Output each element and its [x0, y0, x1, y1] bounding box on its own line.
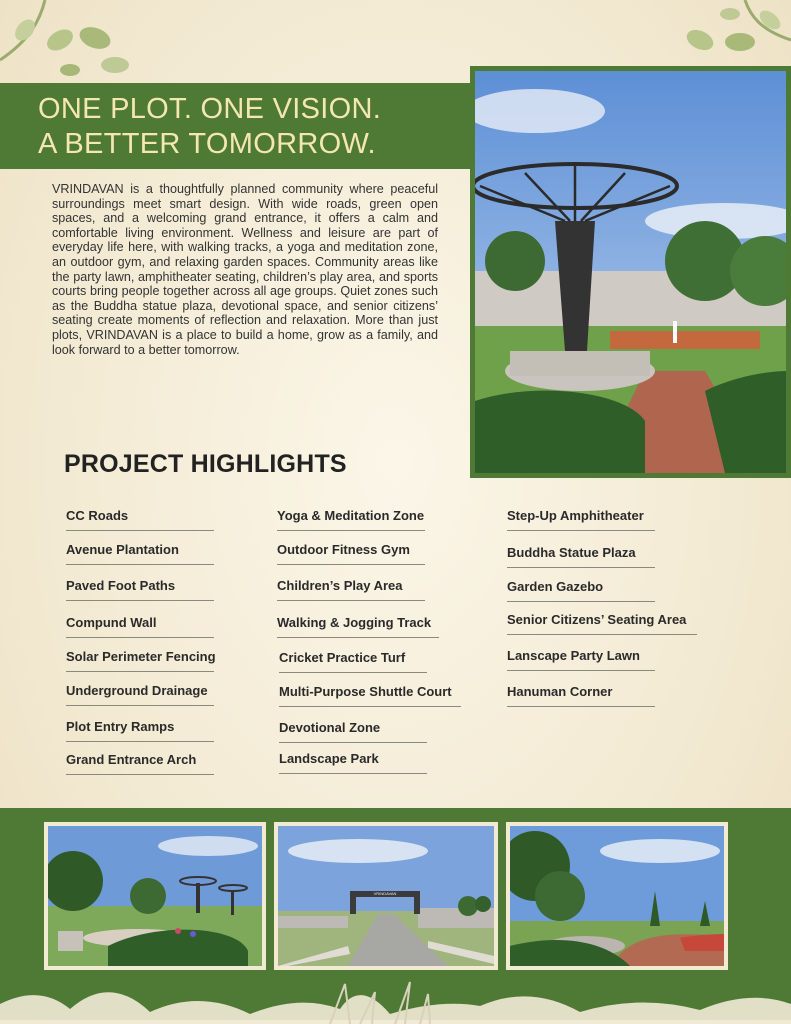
playground-rendering-illustration	[48, 826, 262, 966]
highlight-item: Grand Entrance Arch	[66, 752, 214, 775]
highlight-item: Devotional Zone	[279, 720, 427, 743]
highlight-item: Yoga & Meditation Zone	[277, 508, 425, 531]
highlight-item: CC Roads	[66, 508, 214, 531]
thumbnail-entrance-road	[274, 822, 498, 970]
highlight-item: Underground Drainage	[66, 683, 214, 706]
thumbnail-garden-path	[506, 822, 728, 970]
hero-image	[470, 66, 791, 478]
highlight-item: Walking & Jogging Track	[277, 615, 439, 638]
highlight-item: Buddha Statue Plaza	[507, 545, 655, 568]
highlight-item: Garden Gazebo	[507, 579, 655, 602]
leaf-decoration-left-icon	[0, 0, 140, 90]
highlight-item: Paved Foot Paths	[66, 578, 214, 601]
headline-line-2: A BETTER TOMORROW.	[38, 128, 376, 160]
highlight-item: Outdoor Fitness Gym	[277, 542, 425, 565]
highlight-item: Children’s Play Area	[277, 578, 425, 601]
highlight-item: Senior Citizens’ Seating Area	[507, 612, 697, 635]
page-headline	[38, 92, 458, 162]
headline-line-1: ONE PLOT. ONE VISION.	[38, 93, 382, 125]
highlight-item: Step-Up Amphitheater	[507, 508, 655, 531]
highlight-item: Plot Entry Ramps	[66, 719, 214, 742]
highlight-item: Cricket Practice Turf	[279, 650, 427, 673]
highlight-item: Solar Perimeter Fencing	[66, 649, 214, 672]
highlight-item: Lanscape Party Lawn	[507, 648, 655, 671]
thumbnail-playground	[44, 822, 266, 970]
grass-decoration-icon	[0, 964, 791, 1024]
highlight-item: Landscape Park	[279, 751, 427, 774]
highlight-item: Hanuman Corner	[507, 684, 655, 707]
highlight-item: Compund Wall	[66, 615, 214, 638]
garden-path-rendering-illustration	[510, 826, 724, 966]
highlight-item: Multi-Purpose Shuttle Court	[279, 684, 461, 707]
leaf-decoration-right-icon	[660, 0, 791, 66]
entrance-sign-text: VRINDAVAN	[373, 891, 397, 896]
highlight-item: Avenue Plantation	[66, 542, 214, 565]
entrance-road-rendering-illustration	[278, 826, 494, 966]
highlights-title: PROJECT HIGHLIGHTS	[64, 450, 347, 478]
park-rendering-illustration	[475, 71, 786, 473]
intro-paragraph: VRINDAVAN is a thoughtfully planned community where peaceful surroundings meet smart design. With wide roads, green open spaces, and a welcoming grand entrance, it offers a calm and comfortable living environment. Wellness and leisure are part of everyday life here, with walking tracks, a yoga and meditation zone, an outdoor gym, and relaxing garden spaces. Community areas like the party lawn, amphitheater seating, children’s play area, and sports courts bring people together across all age groups. Quiet zones such as the Buddha statue plaza, devotional space, and senior citizens’ seating create moments of reflection and relaxation. More than just plots, VRINDAVAN is a place to build a home, grow as a family, and look forward to a better tomorrow.	[52, 182, 438, 357]
